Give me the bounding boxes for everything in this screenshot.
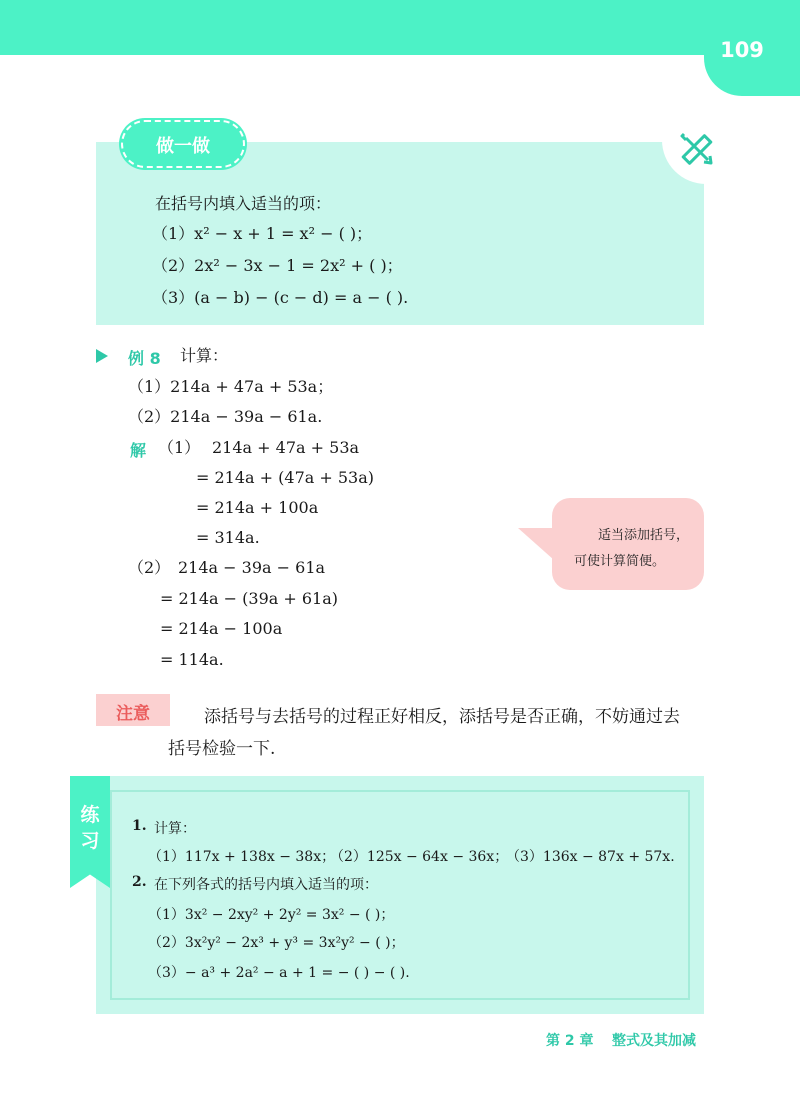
question-item: （3）136x − 87x + 57x.: [506, 849, 675, 865]
example-item: （1）214a + 47a + 53a；: [128, 377, 334, 396]
callout-line: 可使计算简便。: [574, 554, 666, 569]
pencil-ruler-icon: [676, 128, 718, 170]
solution-line: = 314a.: [196, 528, 260, 547]
callout-bubble: [552, 498, 704, 590]
callout-line: 适当添加括号，: [598, 528, 690, 543]
solution-part-tag: （1）: [158, 438, 201, 457]
question-number: 1.: [132, 818, 147, 834]
solution-line: 214a + 47a + 53a: [212, 438, 360, 457]
do-it-item: （3）(a − b) − (c − d) = a − ( ).: [152, 288, 409, 307]
do-it-intro: 在括号内填入适当的项：: [155, 194, 332, 213]
question-item: （3）− a³ + 2a² − a + 1 = − ( ) − ( ).: [148, 965, 410, 981]
note-text: 添括号与去括号的过程正好相反，添括号是否正确，不妨通过去: [204, 707, 680, 727]
do-it-item: （2）2x² − 3x − 1 = 2x² + ( )；: [152, 256, 403, 275]
solution-line: 214a − 39a − 61a: [178, 558, 326, 577]
page-number: 109: [720, 38, 764, 62]
top-banner: [0, 0, 800, 55]
solution-line: = 214a − 100a: [160, 619, 283, 638]
question-item: （1）3x² − 2xy² + 2y² = 3x² − ( )；: [148, 907, 395, 923]
solution-part-tag: （2）: [128, 558, 171, 577]
ribbon-char: 习: [80, 830, 100, 852]
example-prompt: 计算：: [180, 346, 229, 365]
do-it-item: （1）x² − x + 1 = x² − ( )；: [152, 224, 373, 243]
note-label: 注意: [116, 704, 150, 724]
footer-title: 整式及其加减: [612, 1033, 696, 1049]
example-item: （2）214a − 39a − 61a.: [128, 407, 323, 426]
question-item: （2）125x − 64x − 36x；: [330, 849, 509, 865]
question-title: 在下列各式的括号内填入适当的项：: [154, 877, 378, 893]
ribbon-char: 练: [80, 804, 100, 826]
note-text: 括号检验一下.: [168, 739, 276, 759]
question-item: （2）3x²y² − 2x³ + y³ = 3x²y² − ( )；: [148, 935, 405, 951]
callout-tail: [518, 528, 554, 560]
question-item: （1）117x + 138x − 38x；: [148, 849, 336, 865]
solution-line: = 214a + (47a + 53a): [196, 468, 375, 487]
triangle-arrow-icon: [96, 349, 108, 363]
solution-line: = 114a.: [160, 650, 224, 669]
solution-label: 解: [130, 441, 147, 460]
solution-line: = 214a + 100a: [196, 498, 319, 517]
do-it-badge-label: 做一做: [156, 136, 210, 157]
question-title: 计算：: [154, 821, 196, 837]
solution-line: = 214a − (39a + 61a): [160, 589, 339, 608]
example-label: 例 8: [128, 349, 161, 368]
footer-chapter: 第 2 章: [546, 1033, 594, 1049]
question-number: 2.: [132, 874, 147, 890]
